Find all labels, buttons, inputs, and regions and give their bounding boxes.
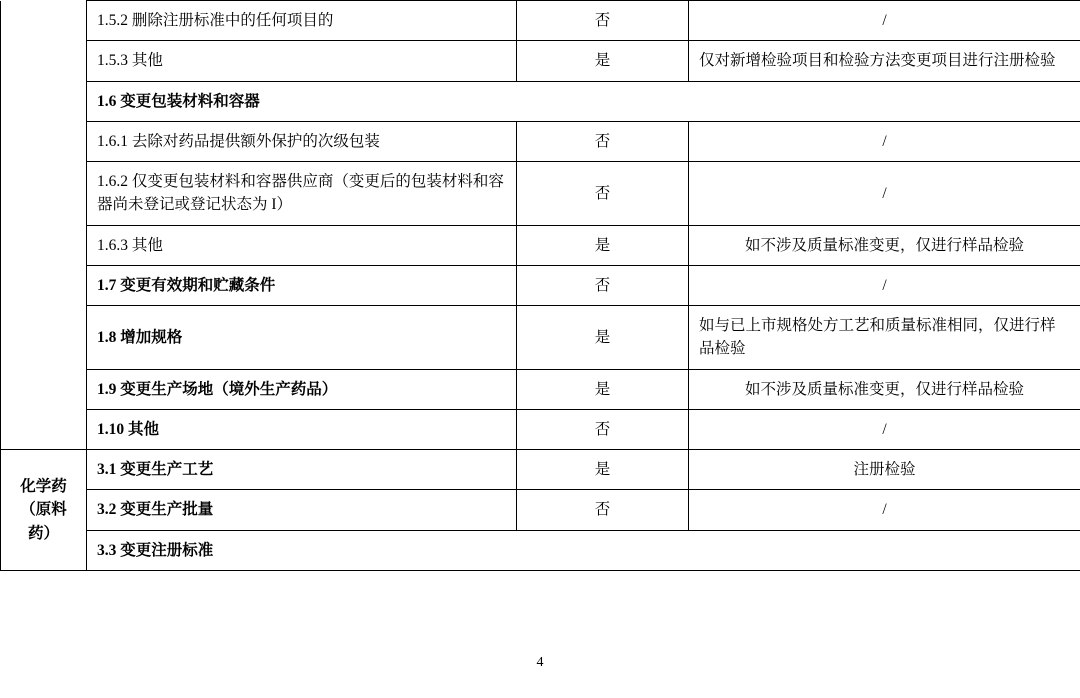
item-cell: 3.1 变更生产工艺: [87, 450, 517, 490]
category-label-line2: （原料药）: [20, 501, 67, 542]
item-cell: 1.6.1 去除对药品提供额外保护的次级包装: [87, 121, 517, 161]
category-cell-empty: [1, 369, 87, 409]
item-cell: 1.10 其他: [87, 409, 517, 449]
need-cell: 是: [517, 369, 689, 409]
item-cell: 1.5.3 其他: [87, 41, 517, 81]
category-cell: [1, 450, 87, 571]
category-cell-empty: [1, 409, 87, 449]
note-cell: /: [689, 265, 1080, 305]
item-cell: 1.7 变更有效期和贮藏条件: [87, 265, 517, 305]
page-number: 4: [536, 655, 544, 670]
category-cell-empty: [1, 1, 87, 41]
need-cell: 否: [517, 409, 689, 449]
note-cell: 如不涉及质量标准变更，仅进行样品检验: [689, 369, 1080, 409]
note-cell: /: [689, 121, 1080, 161]
need-cell: 是: [517, 41, 689, 81]
need-cell: 否: [517, 265, 689, 305]
category-label-line1: 化学药: [20, 478, 67, 495]
category-cell-empty: [1, 121, 87, 161]
category-cell-empty: [1, 225, 87, 265]
item-cell: 3.2 变更生产批量: [87, 490, 517, 530]
table-row: [1, 369, 1080, 409]
table-row: [1, 306, 1080, 370]
table-row: [1, 409, 1080, 449]
table-row: [1, 41, 1080, 81]
table-row: [1, 265, 1080, 305]
item-cell: 1.8 增加规格: [87, 306, 517, 370]
table-row: [1, 1, 1080, 41]
need-cell: 否: [517, 121, 689, 161]
need-cell: 是: [517, 306, 689, 370]
table-row: [1, 121, 1080, 161]
category-cell-empty: [1, 265, 87, 305]
item-cell: 1.6 变更包装材料和容器: [87, 81, 1080, 121]
table-row: [1, 225, 1080, 265]
category-cell-empty: [1, 41, 87, 81]
item-cell: 1.9 变更生产场地（境外生产药品）: [87, 369, 517, 409]
category-cell-empty: [1, 162, 87, 226]
table-row: [1, 162, 1080, 226]
table-row: [1, 490, 1080, 530]
need-cell: 是: [517, 225, 689, 265]
category-cell-empty: [1, 306, 87, 370]
note-cell: /: [689, 490, 1080, 530]
item-cell: 1.5.2 删除注册标准中的任何项目的: [87, 1, 517, 41]
item-cell: 1.6.2 仅变更包装材料和容器供应商（变更后的包装材料和容器尚未登记或登记状态为 I）: [87, 162, 517, 226]
item-cell: 1.6.3 其他: [87, 225, 517, 265]
category-cell-empty: [1, 81, 87, 121]
table-row: [1, 530, 1080, 570]
need-cell: 否: [517, 1, 689, 41]
need-cell: 是: [517, 450, 689, 490]
note-cell: 如不涉及质量标准变更，仅进行样品检验: [689, 225, 1080, 265]
note-cell: /: [689, 162, 1080, 226]
note-cell: 如与已上市规格处方工艺和质量标准相同，仅进行样品检验: [689, 306, 1080, 370]
table-row: [1, 450, 1080, 490]
note-cell: /: [689, 409, 1080, 449]
need-cell: 否: [517, 162, 689, 226]
note-cell: 注册检验: [689, 450, 1080, 490]
note-cell: 仅对新增检验项目和检验方法变更项目进行注册检验: [689, 41, 1080, 81]
note-cell: /: [689, 1, 1080, 41]
item-cell: 3.3 变更注册标准: [87, 530, 1080, 570]
need-cell: 否: [517, 490, 689, 530]
table-row: [1, 81, 1080, 121]
